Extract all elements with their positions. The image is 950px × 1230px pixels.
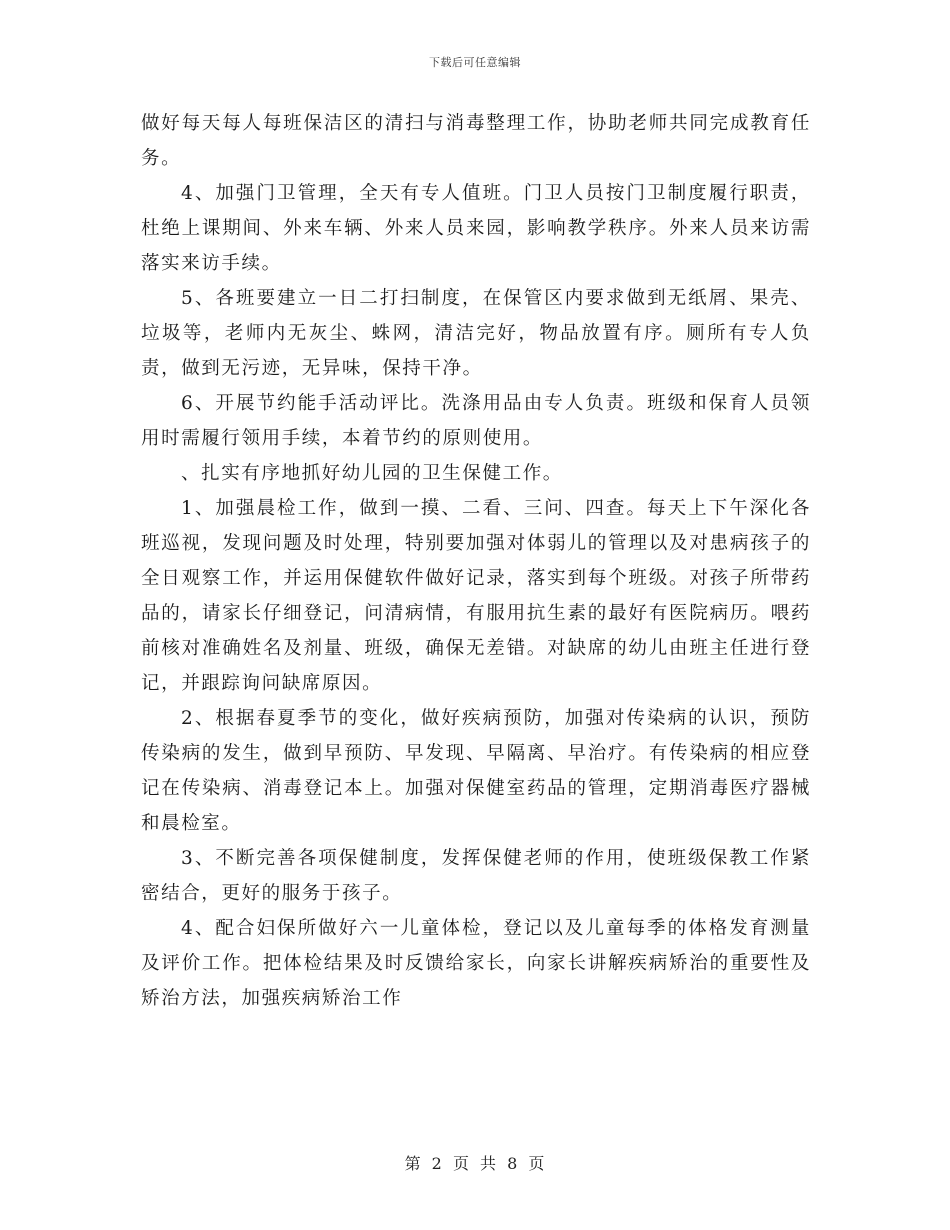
document-body bbox=[141, 106, 811, 1016]
paragraph-8: 4、配合妇保所做好六一儿童体检，登记以及儿童每季的体格发育测量及评价工作。把体检结果及时反馈给家长，向家长讲解疾病矫治的重要性及矫治方法，加强疾病矫治工作 bbox=[141, 918, 811, 1009]
paragraph-2: 4、加强门卫管理，全天有专人值班。门卫人员按门卫制度履行职责，杜绝上课期间、外来车辆、外来人员来园，影响教学秩序。外来人员来访需落实来访手续。 bbox=[141, 183, 811, 274]
paragraph-1: 做好每天每人每班保洁区的清扫与消毒整理工作，协助老师共同完成教育任务。 bbox=[141, 113, 811, 169]
page-number: 第 2 页 共 8 页 bbox=[404, 1154, 546, 1173]
paragraph-5: 1、加强晨检工作，做到一摸、二看、三问、四查。每天上下午深化各班巡视，发现问题及时处理，特别要加强对体弱儿的管理以及对患病孩子的全日观察工作，并运用保健软件做好记录，落实到每个班级。对孩子所带药品的，请家长仔细登记，问清病情，有服用抗生素的最好有医院病历。喂药前核对准确姓名及剂量、班级，确保无差错。对缺席的幼儿由班主任进行登记，并跟踪询问缺席原因。 bbox=[141, 498, 811, 694]
page-header-note: 下载后可任意编辑 bbox=[429, 56, 521, 69]
paragraph-6: 2、根据春夏季节的变化，做好疾病预防，加强对传染病的认识，预防传染病的发生，做到早预防、早发现、早隔离、早治疗。有传染病的相应登记在传染病、消毒登记本上。加强对保健室药品的管理，定期消毒医疗器械和晨检室。 bbox=[141, 708, 811, 834]
section-heading: 、扎实有序地抓好幼儿园的卫生保健工作。 bbox=[181, 463, 563, 484]
paragraph-7: 3、不断完善各项保健制度，发挥保健老师的作用，使班级保教工作紧密结合，更好的服务于孩子。 bbox=[141, 848, 811, 904]
paragraph-4: 6、开展节约能手活动评比。洗涤用品由专人负责。班级和保育人员领用时需履行领用手续，本着节约的原则使用。 bbox=[141, 393, 811, 449]
paragraph-3: 5、各班要建立一日二打扫制度，在保管区内要求做到无纸屑、果壳、垃圾等，老师内无灰尘、蛛网，清洁完好，物品放置有序。厕所有专人负责，做到无污迹，无异味，保持干净。 bbox=[141, 288, 811, 379]
